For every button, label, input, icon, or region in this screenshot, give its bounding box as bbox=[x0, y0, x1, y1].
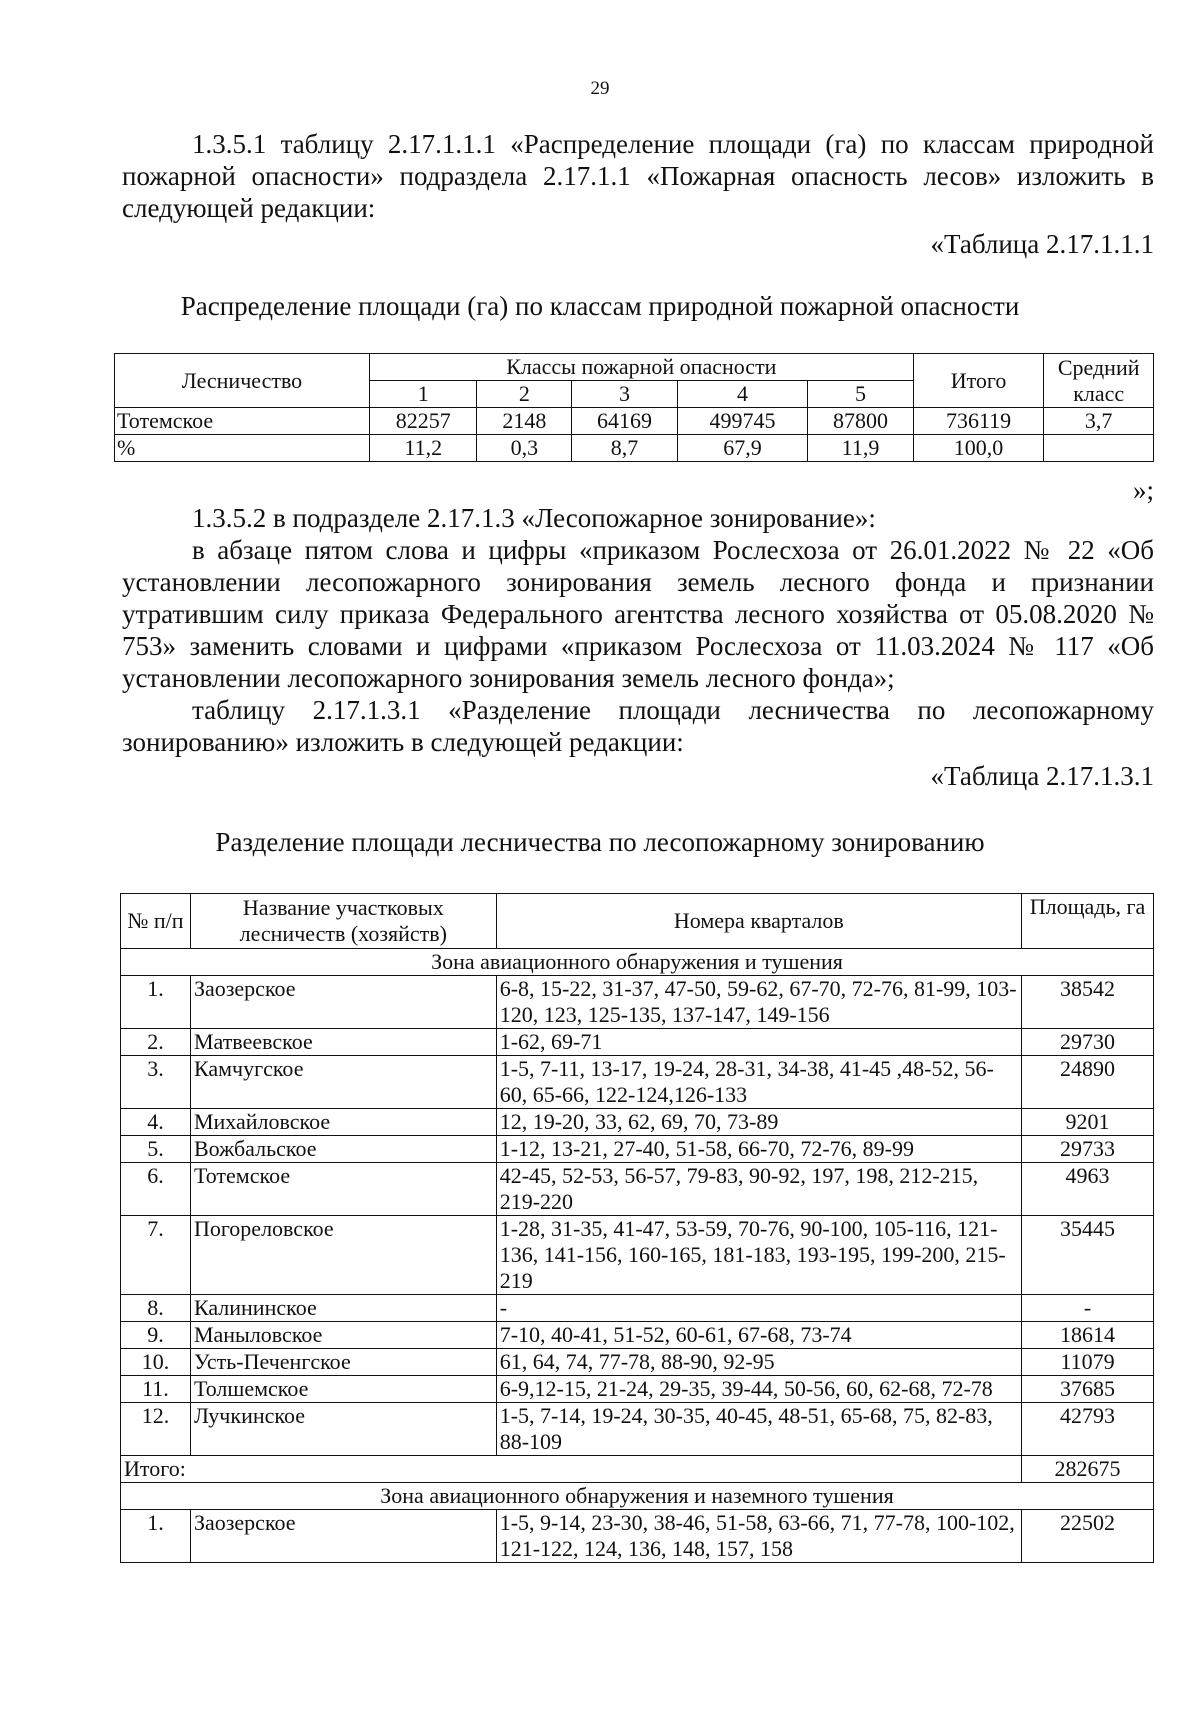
row-number: 6. bbox=[121, 1163, 191, 1216]
cell-avg: 3,7 bbox=[1044, 408, 1154, 435]
header-forestry: Лесничество bbox=[115, 354, 370, 408]
district-name: Вожбальское bbox=[190, 1136, 496, 1163]
table2-caption: Разделение площади лесничества по лесопожарному зонированию bbox=[215, 827, 985, 857]
paragraph-subsection: 1.3.5.2 в подразделе 2.17.1.3 «Лесопожарное зонирование»: bbox=[192, 503, 876, 533]
area-value: 11079 bbox=[1022, 1349, 1154, 1376]
district-name: Заозерское bbox=[190, 976, 496, 1029]
quarter-numbers: 42-45, 52-53, 56-57, 79-83, 90-92, 197, 198, 212-215, 219-220 bbox=[496, 1163, 1021, 1216]
quarter-numbers: 1-5, 9-14, 23-30, 38-46, 51-58, 63-66, 71, 77-78, 100-102, 121-122, 124, 136, 148, 157, 158 bbox=[496, 1510, 1021, 1563]
table1-caption: Распределение площади (га) по классам природной пожарной опасности bbox=[180, 291, 1020, 321]
district-name: Толшемское bbox=[190, 1376, 496, 1403]
area-value: - bbox=[1022, 1295, 1154, 1322]
total-label: Итого: bbox=[121, 1456, 1022, 1483]
fire-class-table bbox=[114, 353, 1154, 462]
header-total: Итого bbox=[913, 354, 1044, 408]
cell-total: 736119 bbox=[913, 408, 1044, 435]
table1-label: «Таблица 2.17.1.1.1 bbox=[930, 229, 1154, 259]
row-number: 11. bbox=[121, 1376, 191, 1403]
district-name: Погореловское bbox=[190, 1216, 496, 1295]
district-name: Маныловское bbox=[190, 1322, 496, 1349]
table-row bbox=[121, 1163, 1154, 1216]
quarter-numbers: 1-62, 69-71 bbox=[496, 1029, 1021, 1056]
area-value: 29730 bbox=[1022, 1029, 1154, 1056]
area-value: 38542 bbox=[1022, 976, 1154, 1029]
area-value: 4963 bbox=[1022, 1163, 1154, 1216]
row-number: 10. bbox=[121, 1349, 191, 1376]
district-name: Калининское bbox=[190, 1295, 496, 1322]
row-number: 1. bbox=[121, 976, 191, 1029]
header-class-1: 1 bbox=[370, 381, 477, 408]
cell-value: 64169 bbox=[572, 408, 677, 435]
quarter-numbers: 61, 64, 74, 77-78, 88-90, 92-95 bbox=[496, 1349, 1021, 1376]
district-name: Лучкинское bbox=[190, 1403, 496, 1456]
quarter-numbers: 1-12, 13-21, 27-40, 51-58, 66-70, 72-76, 89-99 bbox=[496, 1136, 1021, 1163]
total-value: 282675 bbox=[1022, 1456, 1154, 1483]
district-name: Михайловское bbox=[190, 1109, 496, 1136]
table2-label: «Таблица 2.17.1.3.1 bbox=[930, 761, 1154, 791]
quarter-numbers: 1-5, 7-14, 19-24, 30-35, 40-45, 48-51, 65-68, 75, 82-83, 88-109 bbox=[496, 1403, 1021, 1456]
area-value: 18614 bbox=[1022, 1322, 1154, 1349]
quarter-numbers: 6-9,12-15, 21-24, 29-35, 39-44, 50-56, 60, 62-68, 72-78 bbox=[496, 1376, 1021, 1403]
table-row bbox=[121, 1510, 1154, 1563]
table-row bbox=[121, 1322, 1154, 1349]
zone-heading: Зона авиационного обнаружения и наземного тушения bbox=[121, 1483, 1154, 1510]
district-name: Усть-Печенгское bbox=[190, 1349, 496, 1376]
table-row bbox=[121, 1029, 1154, 1056]
quarter-numbers: - bbox=[496, 1295, 1021, 1322]
paragraph-amendment: в абзаце пятом слова и цифры «приказом Рослесхоза от 26.01.2022 № 22 «Об установлении лесопожарного зонирования земель лесного фонда и признании утратившим силу приказа Федерального агентства лесного хозяйства от 05.08.2020 № 753» заменить словами и цифрами «приказом Рослесхоза от 11.03.2024 № 117 «Об установлении лесопожарного зонирования земель лесного фонда»; bbox=[122, 535, 1154, 693]
cell-total: 100,0 bbox=[913, 435, 1044, 462]
fire-zoning-table bbox=[120, 893, 1154, 1563]
header-classes: Классы пожарной опасности bbox=[370, 354, 914, 381]
row-name: % bbox=[115, 435, 370, 462]
header-class-5: 5 bbox=[808, 381, 913, 408]
table-row bbox=[121, 976, 1154, 1029]
cell-value: 0,3 bbox=[477, 435, 572, 462]
cell-value: 11,2 bbox=[370, 435, 477, 462]
area-value: 29733 bbox=[1022, 1136, 1154, 1163]
area-value: 37685 bbox=[1022, 1376, 1154, 1403]
header-num: № п/п bbox=[121, 894, 191, 949]
header-class-4: 4 bbox=[677, 381, 808, 408]
table-row bbox=[115, 408, 1154, 435]
row-number: 4. bbox=[121, 1109, 191, 1136]
paragraph-table1-intro: 1.3.5.1 таблицу 2.17.1.1.1 «Распределение площади (га) по классам природной пожарной опасности» подраздела 2.17.1.1 «Пожарная опасность лесов» изложить в следующей редакции: bbox=[122, 129, 1154, 223]
header-area: Площадь, га bbox=[1022, 894, 1154, 949]
row-name: Тотемское bbox=[115, 408, 370, 435]
header-district-name: Название участковых лесничеств (хозяйств) bbox=[190, 894, 496, 949]
cell-value: 87800 bbox=[808, 408, 913, 435]
cell-value: 8,7 bbox=[572, 435, 677, 462]
row-number: 9. bbox=[121, 1322, 191, 1349]
district-name: Матвеевское bbox=[190, 1029, 496, 1056]
district-name: Камчугское bbox=[190, 1056, 496, 1109]
quarter-numbers: 1-5, 7-11, 13-17, 19-24, 28-31, 34-38, 41-45 ,48-52, 56-60, 65-66, 122-124,126-133 bbox=[496, 1056, 1021, 1109]
table-row bbox=[121, 1216, 1154, 1295]
header-class-3: 3 bbox=[572, 381, 677, 408]
quarter-numbers: 7-10, 40-41, 51-52, 60-61, 67-68, 73-74 bbox=[496, 1322, 1021, 1349]
table-row bbox=[121, 1349, 1154, 1376]
row-number: 3. bbox=[121, 1056, 191, 1109]
cell-avg bbox=[1044, 435, 1154, 462]
row-number: 7. bbox=[121, 1216, 191, 1295]
district-name: Тотемское bbox=[190, 1163, 496, 1216]
cell-value: 2148 bbox=[477, 408, 572, 435]
table-row bbox=[121, 1376, 1154, 1403]
row-number: 12. bbox=[121, 1403, 191, 1456]
table-row bbox=[115, 435, 1154, 462]
quarter-numbers: 6-8, 15-22, 31-37, 47-50, 59-62, 67-70, 72-76, 81-99, 103-120, 123, 125-135, 137-147, 149-156 bbox=[496, 976, 1021, 1029]
row-number: 5. bbox=[121, 1136, 191, 1163]
area-value: 22502 bbox=[1022, 1510, 1154, 1563]
table-row bbox=[121, 1056, 1154, 1109]
cell-value: 499745 bbox=[677, 408, 808, 435]
district-name: Заозерское bbox=[190, 1510, 496, 1563]
table-row bbox=[121, 1403, 1154, 1456]
paragraph-table2-intro: таблицу 2.17.1.3.1 «Разделение площади лесничества по лесопожарному зонированию» изложить в следующей редакции: bbox=[122, 695, 1154, 757]
table-row bbox=[121, 1109, 1154, 1136]
area-value: 42793 bbox=[1022, 1403, 1154, 1456]
area-value: 9201 bbox=[1022, 1109, 1154, 1136]
header-quarters: Номера кварталов bbox=[496, 894, 1021, 949]
table-row bbox=[121, 1136, 1154, 1163]
page-number: 29 bbox=[590, 78, 610, 99]
area-value: 24890 bbox=[1022, 1056, 1154, 1109]
table-row bbox=[121, 1295, 1154, 1322]
quarter-numbers: 12, 19-20, 33, 62, 69, 70, 73-89 bbox=[496, 1109, 1021, 1136]
quarter-numbers: 1-28, 31-35, 41-47, 53-59, 70-76, 90-100, 105-116, 121-136, 141-156, 160-165, 181-183, 193-195, 199-200, 215-219 bbox=[496, 1216, 1021, 1295]
table1-close-quote: »; bbox=[1132, 475, 1154, 505]
header-avg-class: Средний класс bbox=[1044, 354, 1154, 408]
cell-value: 67,9 bbox=[677, 435, 808, 462]
row-number: 8. bbox=[121, 1295, 191, 1322]
cell-value: 82257 bbox=[370, 408, 477, 435]
zone-heading: Зона авиационного обнаружения и тушения bbox=[121, 949, 1154, 976]
area-value: 35445 bbox=[1022, 1216, 1154, 1295]
cell-value: 11,9 bbox=[808, 435, 913, 462]
header-class-2: 2 bbox=[477, 381, 572, 408]
row-number: 1. bbox=[121, 1510, 191, 1563]
row-number: 2. bbox=[121, 1029, 191, 1056]
